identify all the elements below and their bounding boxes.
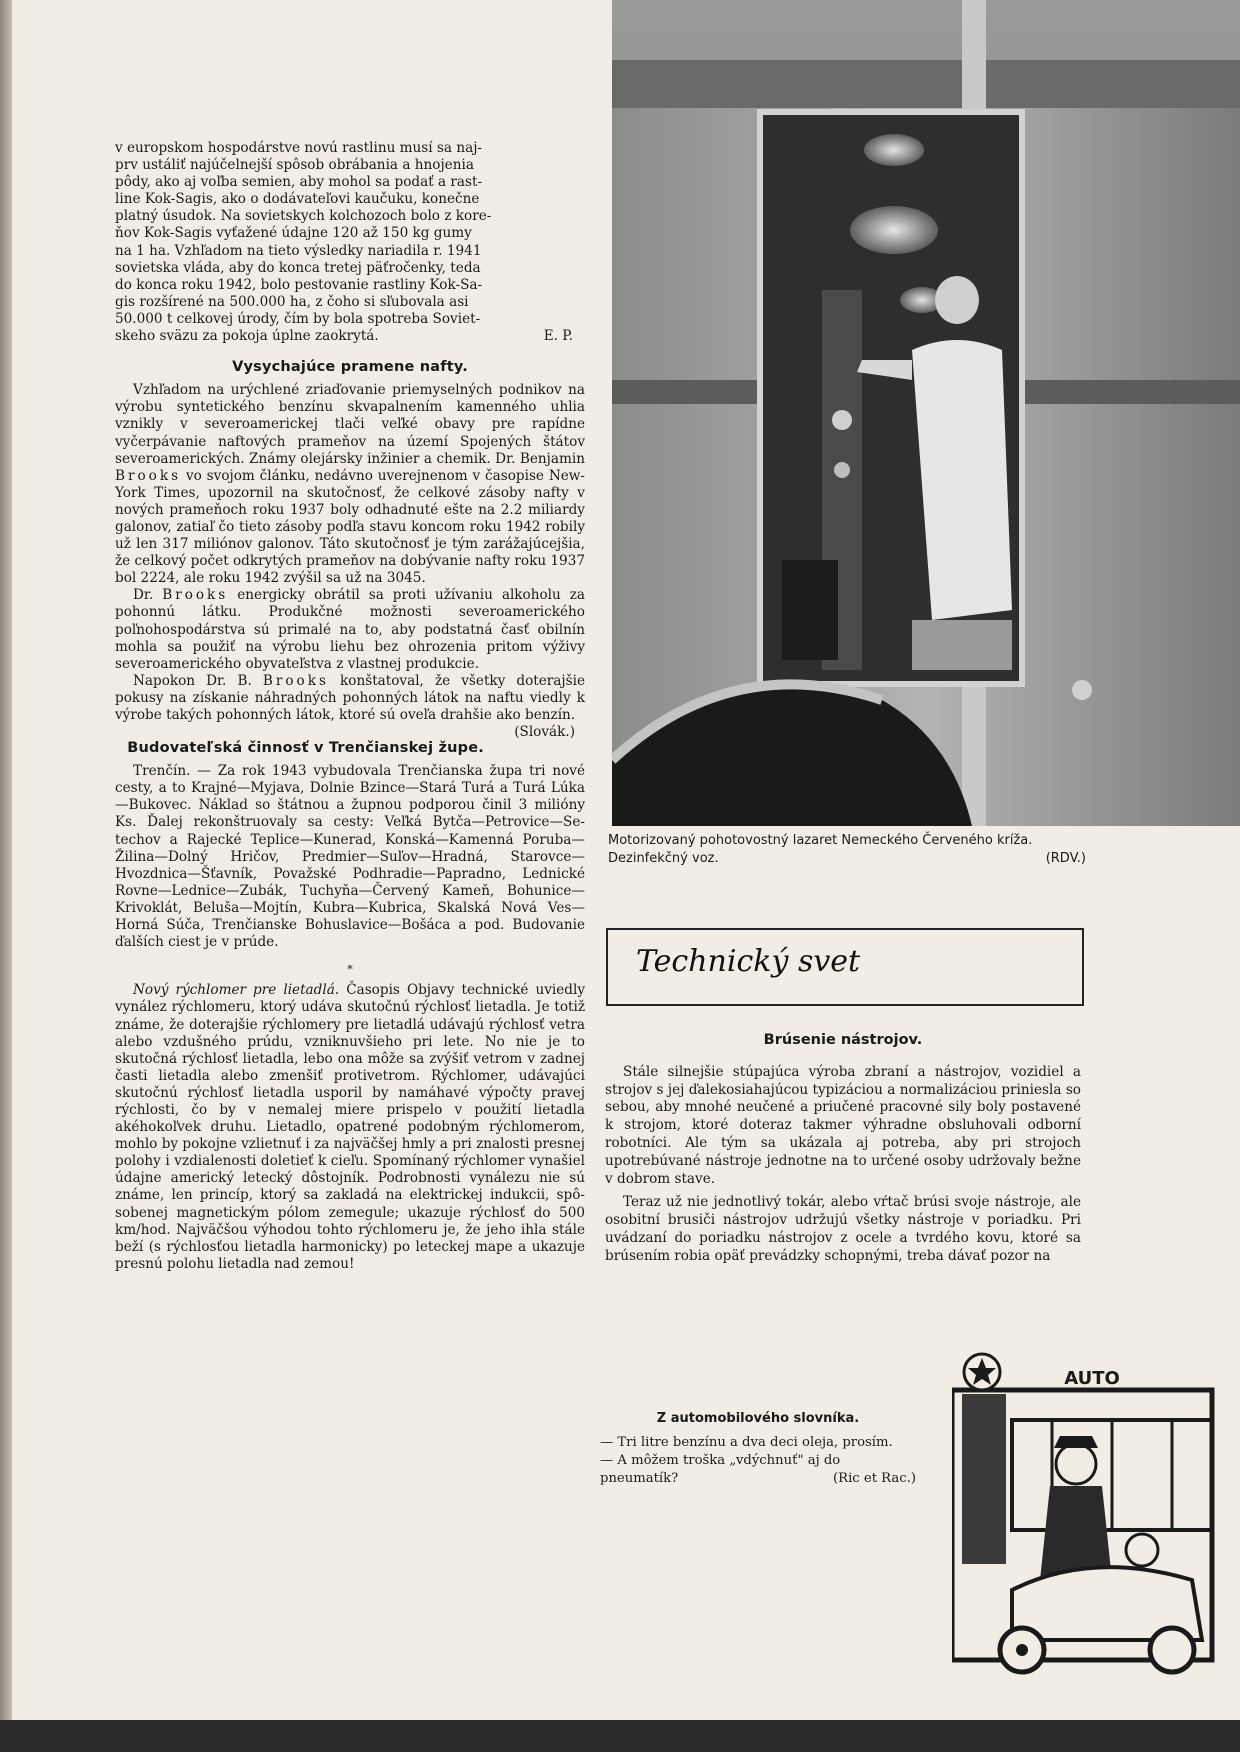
intro-last-line: skeho sväzu za pokoja úplne zaokrytá. bbox=[115, 328, 379, 345]
caption-source: (RDV.) bbox=[1045, 851, 1086, 866]
intro-line: do konca roku 1942, bolo pestovanie rastliny Kok-Sa- bbox=[115, 276, 483, 293]
joke-line: — Tri litre benzínu a dva deci oleja, prosím. bbox=[600, 1435, 893, 1450]
left-column bbox=[115, 140, 585, 1273]
joke-line bbox=[600, 1452, 916, 1488]
intro-line: sovietska vláda, aby do konca tretej päťročenky, teda bbox=[115, 259, 481, 276]
cartoon-drawing bbox=[952, 1350, 1220, 1680]
text-run: Vzhľadom na urýchlené zriaďovanie priemyselných podnikov na výrobu syntetického benzínu skvapalnením kamenného uhlia vznikly v severoamerickej tlači veľké obavy pre rapídne vyčerpávanie naftových prameňov na území Spojených štátov severoamerických. Známy olejársky inžinier a chemik. Dr. Benjamin bbox=[115, 382, 585, 467]
text-run: Časopis Objavy technické uviedly vynález rýchlomeru, ktorý udáva skutočnú rýchlosť lietadla. Je totiž známe, že doterajšie rýchlomery pre lietadlá udávajú rýchlosť vetra alebo vzdušného prúdu, vzniknuvšieho pri lete. No nie je to skutočná rýchlosť lietadla, lebo ona môže sa zvýšiť vetrom v zadnej časti lietadla alebo zmenšiť protivetrom. Rýchlomer, udávajúci skutočnú rýchlosť lietadla usporil by namáhavé výpočty pravej rýchlosti, čo by v nemalej miere prispelo v použití lietadla akéhokoľvek druhu. Lietadlo, opatrené podobným rýchlomerom, mohlo by pokojne vzlietnuť i za najväčšej hmly a pri znalosti presnej polohy i vzdialenosti doletieť k cieľu. Spomínaný rýchlomer vynašiel údajne americký letecký dôstojník. Podrobnosti vynálezu nie sú známe, len princíp, ktorý sa zakladá na elektrickej indukcii, spôsobenej magnetickým pólom zemegule; ukazuje rýchlosť do 500 km/hod. Najväčšou výhodou tohto rýchlomeru je, že jeho ihla stále beží (s rýchlosťou lietadla harmonicky) po leteckej mape a ukazuje presnú polohu lietadla nad zemou! bbox=[115, 982, 586, 1272]
caption-text: Motorizovaný pohotovostný lazaret Nemeckého Červeného kríža. Dezinfekčný voz. bbox=[608, 833, 1033, 866]
intro-line: ňov Kok-Sagis vyťažené údajne 120 až 150 kg gumy bbox=[115, 225, 472, 242]
text-run: energicky obrátil sa proti užívaniu alkoholu za pohonnú látku. Produkčné možnosti severoamerického poľnohospodárstva sú primalé na to, aby podstatná časť obilnín mohla sa použiť na výrobu liehu bez ohrozenia pritom výživy severoamerického obyvateľstva z vlastnej produkcie. bbox=[115, 587, 585, 672]
article-paragraph bbox=[115, 982, 585, 1273]
photo-caption bbox=[608, 832, 1086, 868]
inline-title: Nový rýchlomer pre lietadlá. bbox=[133, 982, 340, 999]
scan-background bbox=[0, 1720, 1240, 1752]
text-run: Napokon Dr. B. bbox=[133, 672, 252, 689]
article-paragraph bbox=[115, 587, 585, 672]
intro-line: na 1 ha. Vzhľadom na tieto výsledky nariadila r. 1941 bbox=[115, 242, 482, 259]
ambulance-photo bbox=[612, 0, 1240, 826]
right-column bbox=[605, 1022, 1081, 1266]
person-name: Brooks bbox=[162, 587, 229, 604]
cartoon-sign: AUTO bbox=[1064, 1368, 1120, 1389]
intro-line: gis rozšírené na 500.000 ha, z čoho si sľubovala asi bbox=[115, 293, 469, 310]
joke-source: (Ric et Rac.) bbox=[833, 1471, 916, 1486]
section-title: Technický svet bbox=[636, 944, 861, 979]
cartoon-illustration bbox=[952, 1350, 1220, 1680]
article-paragraph: Stále silnejšie stúpajúca výroba zbraní a nástrojov, vozidiel a strojov s jej ďalekosiahajúcou typizáciou a normalizáciou priniesla so sebou, aby mnohé neučené a priučené pracovné sily boly postavené k strojom, ktoré doteraz takmer výhradne obsluhovali odborní robotníci. Ale tým sa ukázala aj potreba, aby pri strojoch upotrebúvané nástroje jednotne na to určené osoby udržovaly bežne v dobrom stave. bbox=[605, 1063, 1081, 1187]
author-initials: E. P. bbox=[543, 328, 573, 345]
article-paragraph: Trenčín. — Za rok 1943 vybudovala Trenčianska župa tri nové cesty, a to Krajné—Myjava, Dolnie Bzince—Stará Turá a Turá Lúka—Bukovec. Náklad so štátnou a župnou podporou činil 3 milióny Ks. Ďalej rekonštruovaly sa cesty: Veľká Bytča—Petrovice—Setechov a Rajecké Teplice—Kunerad, Konská—Kamenná Poruba—Žilina—Dolný Hričov, Predmier—Suľov—Hradná, Starovce—Hvozdnica—Šťavník, Považské Podhradie—Papradno, Lednické Rovne—Lednice—Zubák, Tuchyňa—Červený Kameň, Bohunice—Krivoklát, Beluša—Mojtín, Kubra—Kubrica, Skalská Nová Ves—Horná Súča, Trenčianske Bohuslavice—Bošáca a pod. Budovanie ďalších ciest je v prúde. bbox=[115, 763, 585, 951]
heading-oil: Vysychajúce pramene nafty. bbox=[232, 359, 468, 376]
source-credit: (Slovák.) bbox=[514, 724, 575, 741]
section-banner bbox=[606, 928, 1084, 1006]
text-run: konštatoval, že všetky doterajšie pokusy na získanie náhradných pohonných látok na naftu viedly k výrobe takých pohonných látok, ktoré sú oveľa drahšie ako benzín. bbox=[115, 672, 585, 723]
joke-title: Z automobilového slovníka. bbox=[656, 1411, 860, 1426]
intro-line: prv ustáliť najúčelnejší spôsob obrábania a hnojenia bbox=[115, 157, 474, 174]
intro-line: 50.000 t celkovej úrody, čím by bola spotreba Soviet- bbox=[115, 310, 481, 327]
intro-line: v europskom hospodárstve novú rastlinu musí sa naj- bbox=[115, 140, 483, 156]
heading-build: Budovateľská činnosť v Trenčianskej župe. bbox=[127, 740, 484, 757]
text-run: Dr. bbox=[133, 587, 154, 604]
intro-line: platný úsudok. Na sovietskych kolchozoch bolo z kore- bbox=[115, 208, 492, 225]
intro-line: pôdy, ako aj voľba semien, aby mohol sa podať a rast- bbox=[115, 174, 483, 191]
text-run: — A môžem troška „vdýchnuť" aj do pneumatík? bbox=[600, 1453, 841, 1486]
joke-box bbox=[600, 1410, 916, 1488]
article-paragraph bbox=[115, 672, 585, 741]
text-run: vo svojom článku, nedávno uverejnenom v časopise New-York Times, upozornil na skutočnosť, že celkové zásoby nafty v nových prameňoch roku 1937 boly odhadnuté ešte na 2.2 miliardy galonov, zatiaľ čo tieto zásoby podľa stavu koncom roku 1942 robily už len 317 miliónov galonov. Táto skutočnosť je tým zarážajúcejšia, že celkový počet odkrytých prameňov na dobývanie nafty roku 1937 bol 2224, ale roku 1942 zvýšil sa už na 3045. bbox=[115, 467, 586, 587]
intro-line bbox=[115, 328, 585, 345]
photo-illustration bbox=[612, 0, 1240, 826]
intro-line: line Kok-Sagis, ako o dodávateľovi kaučuku, konečne bbox=[115, 191, 480, 208]
separator-star: * bbox=[347, 963, 353, 977]
heading-grinding: Brúsenie nástrojov. bbox=[763, 1032, 923, 1048]
article-paragraph bbox=[115, 382, 585, 587]
intro-paragraph bbox=[115, 140, 585, 345]
person-name: Brooks bbox=[262, 672, 329, 689]
person-name: Brooks bbox=[115, 467, 182, 484]
article-paragraph: Teraz už nie jednotlivý tokár, alebo vŕtač brúsi svoje nástroje, ale osobitní brusiči nástrojov udržujú všetky nástroje v poriadku. Pri uvádzaní do poriadku nástrojov z ocele a tvrdého kovu, ktoré sa brúsením robia opäť prevádzky schopnými, treba dávať pozor na bbox=[605, 1194, 1081, 1264]
